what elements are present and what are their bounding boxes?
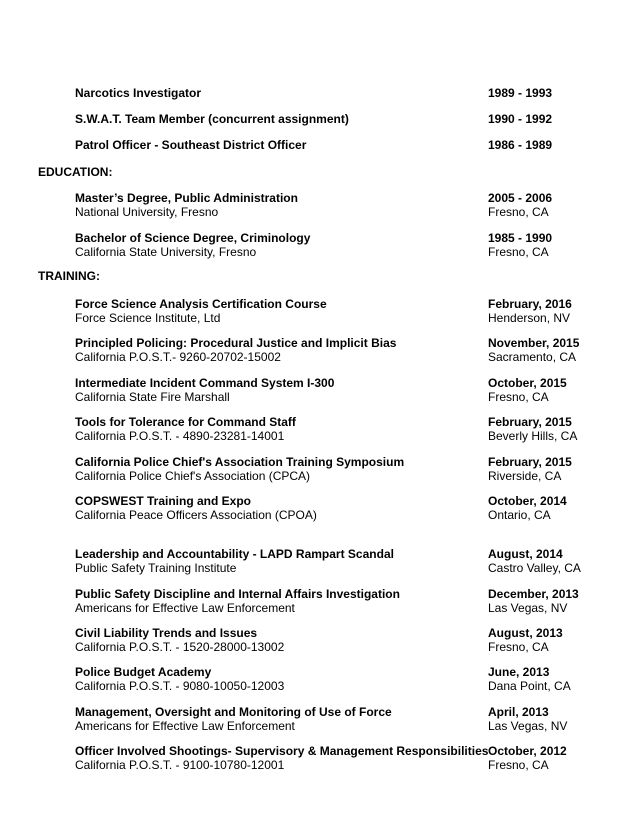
- entry-organization: National University, Fresno: [75, 205, 219, 219]
- entry-date: 2005 - 2006: [488, 191, 553, 205]
- entry-organization: Public Safety Training Institute: [75, 561, 237, 575]
- entry-organization: California P.O.S.T. - 9100-10780-12001: [75, 758, 285, 772]
- entry-title: Civil Liability Trends and Issues: [75, 626, 258, 640]
- entry-organization: Americans for Effective Law Enforcement: [75, 719, 295, 733]
- entry-date: November, 2015: [488, 336, 580, 350]
- entry-location: Castro Valley, CA: [488, 561, 581, 575]
- experience-years: 1989 - 1993: [488, 86, 553, 100]
- experience-title: S.W.A.T. Team Member (concurrent assignment): [75, 112, 349, 126]
- entry-title: Tools for Tolerance for Command Staff: [75, 415, 296, 429]
- entry-title: Intermediate Incident Command System I-300: [75, 376, 335, 390]
- entry-title: Bachelor of Science Degree, Criminology: [75, 231, 311, 245]
- entry-date: December, 2013: [488, 587, 579, 601]
- experience-years: 1986 - 1989: [488, 138, 553, 152]
- entry-location: Las Vegas, NV: [488, 601, 568, 615]
- entry-date: April, 2013: [488, 705, 549, 719]
- entry-title: Leadership and Accountability - LAPD Rampart Scandal: [75, 547, 394, 561]
- entry-organization: California State Fire Marshall: [75, 390, 230, 404]
- entry-location: Fresno, CA: [488, 245, 549, 259]
- entry-title: Officer Involved Shootings- Supervisory & Management Responsibilities: [75, 744, 489, 758]
- entry-date: February, 2015: [488, 415, 572, 429]
- entry-location: Fresno, CA: [488, 758, 549, 772]
- entry-title: COPSWEST Training and Expo: [75, 494, 252, 508]
- entry-title: Public Safety Discipline and Internal Affairs Investigation: [75, 587, 400, 601]
- entry-title: Principled Policing: Procedural Justice and Implicit Bias: [75, 336, 397, 350]
- entry-organization: California Police Chief's Association (CPCA): [75, 469, 311, 483]
- entry-date: October, 2012: [488, 744, 567, 758]
- section-heading-education: EDUCATION:: [38, 165, 113, 179]
- entry-title: California Police Chief's Association Training Symposium: [75, 455, 405, 469]
- entry-organization: California P.O.S.T.- 9260-20702-15002: [75, 350, 281, 364]
- entry-date: August, 2013: [488, 626, 563, 640]
- entry-location: Fresno, CA: [488, 390, 549, 404]
- entry-organization: Americans for Effective Law Enforcement: [75, 601, 295, 615]
- entry-date: 1985 - 1990: [488, 231, 553, 245]
- entry-organization: California P.O.S.T. - 1520-28000-13002: [75, 640, 285, 654]
- experience-years: 1990 - 1992: [488, 112, 553, 126]
- entry-date: October, 2015: [488, 376, 567, 390]
- entry-date: August, 2014: [488, 547, 563, 561]
- entry-location: Riverside, CA: [488, 469, 562, 483]
- entry-organization: California P.O.S.T. - 9080-10050-12003: [75, 679, 285, 693]
- entry-location: Fresno, CA: [488, 640, 549, 654]
- entry-title: Master’s Degree, Public Administration: [75, 191, 298, 205]
- entry-title: Management, Oversight and Monitoring of Use of Force: [75, 705, 392, 719]
- experience-title: Patrol Officer - Southeast District Officer: [75, 138, 307, 152]
- entry-date: June, 2013: [488, 665, 550, 679]
- entry-location: Beverly Hills, CA: [488, 429, 578, 443]
- entry-title: Police Budget Academy: [75, 665, 212, 679]
- entry-location: Sacramento, CA: [488, 350, 577, 364]
- entry-organization: Force Science Institute, Ltd: [75, 311, 221, 325]
- entry-organization: California P.O.S.T. - 4890-23281-14001: [75, 429, 285, 443]
- entry-date: February, 2016: [488, 297, 572, 311]
- entry-location: Ontario, CA: [488, 508, 551, 522]
- entry-organization: California Peace Officers Association (CPOA): [75, 508, 317, 522]
- entry-title: Force Science Analysis Certification Course: [75, 297, 327, 311]
- entry-location: Las Vegas, NV: [488, 719, 568, 733]
- entry-date: October, 2014: [488, 494, 567, 508]
- experience-title: Narcotics Investigator: [75, 86, 202, 100]
- entry-location: Dana Point, CA: [488, 679, 571, 693]
- entry-location: Fresno, CA: [488, 205, 549, 219]
- entry-date: February, 2015: [488, 455, 572, 469]
- section-heading-training: TRAINING:: [38, 269, 100, 283]
- entry-location: Henderson, NV: [488, 311, 571, 325]
- entry-organization: California State University, Fresno: [75, 245, 257, 259]
